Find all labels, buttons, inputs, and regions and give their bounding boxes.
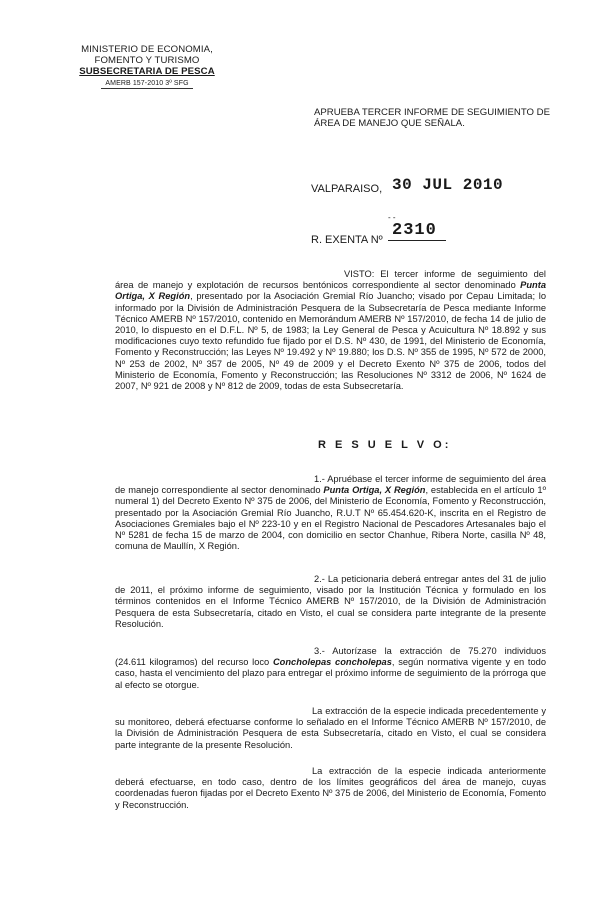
- visto-text-1: VISTO: El tercer informe de seguimiento del área de manejo y explotación de recursos bentónicos correspondiente al sector denominado: [115, 269, 546, 291]
- visto-site: Punta Ortiga, X Región: [115, 280, 546, 302]
- visto-text-2: , presentado por la Asociación Gremial Río Juancho; visado por Cepau Limitada; lo informado por la División de Administración Pesquera de la Subsecretaría de Pesca mediante Informe Técnico AMERB Nº 157/2010, contenido en Memorándum AMERB Nº 157/2010, de fecha 14 de julio de 2010, lo dispuesto en el D.F.L. Nº 5, de 1983; la Ley General de Pesca y Acuicultura Nº 18.892 y sus modificaciones cuyo texto refundido fue fijado por el D.S. Nº 430, de 1991, del Ministerio de Economía, Fomento y Reconstrucción; las Leyes Nº 19.492 y Nº 19.880; los D.S. Nº 355 de 1995, Nº 572 de 2000, Nº 253 de 2002, Nº 357 de 2005, Nº 49 de 2009 y el Decreto Exento Nº 375 de 2006, todos del Ministerio de Economía, Fomento y Reconstrucción; las Resoluciones Nº 3312 de 2006, Nº 1624 de 2007, Nº 921 de 2008 y Nº 812 de 2009, todas de esta Subsecretaría.: [115, 291, 546, 392]
- reference-stamp: AMERB 157-2010 3º SFG: [101, 80, 192, 89]
- item-3-species: Concholepas concholepas: [272, 657, 392, 668]
- item-1-paragraph: [115, 474, 546, 552]
- undersecretariat-line: SUBSECRETARIA DE PESCA: [79, 66, 215, 77]
- item-3-text-1: 3.- Autorízase la extracción de 75.270 individuos (24.611 kilogramos) del recurso loco: [115, 646, 546, 668]
- resolution-number-underline: [388, 240, 446, 241]
- resolution-number: 2310: [392, 221, 437, 240]
- item-3-paragraph: [115, 646, 546, 691]
- item-1-text-2: , establecida en el artículo 1º numeral 1) del Decreto Exento Nº 375 de 2006, del Ministerio de Economía, Fomento y Reconstrucción, presentado por la Asociación Gremial Río Juancho, R.U.T Nº 65.454.620-K, inscrita en el Registro de Asociaciones Gremiales bajo el Nº 223-10 y en el Registro Nacional de Pescadores Artesanales bajo el Nº 5281 de fecha 15 de marzo de 2004, con domicilio en sector Chanhue, Ribera Norte, casilla Nº 48, comuna de Maullín, X Región.: [115, 485, 547, 552]
- item-1-text-1: 1.- Apruébase el tercer informe de seguimiento del área de manejo correspondiente al sector denominado: [115, 474, 546, 496]
- resolution-label: R. EXENTA Nº: [311, 234, 383, 246]
- paragraph-5: La extracción de la especie indicada anteriormente deberá efectuarse, en todo caso, dentro de los límites geográficos del área de manejo, cuyas coordenadas fueron fijadas por el Decreto Exento Nº 375 de 2006, del Ministerio de Economía, Fomento y Reconstrucción.: [115, 766, 546, 810]
- ministry-line-1: MINISTERIO DE ECONOMIA,: [81, 44, 213, 55]
- resuelvo-heading: R E S U E L V O:: [318, 439, 452, 451]
- document-subject: APRUEBA TERCER INFORME DE SEGUIMIENTO DE ÁREA DE MANEJO QUE SEÑALA.: [314, 107, 550, 130]
- ministry-header: [62, 44, 232, 89]
- paragraph-4: La extracción de la especie indicada precedentemente y su monitoreo, deberá efectuarse conforme lo señalado en el Informe Técnico AMERB Nº 157/2010, de la División de Administración Pesquera de esta Subsecretaría, citado en Visto, el cual se considera parte integrante de la presente Resolución.: [115, 706, 546, 750]
- item-3-text-2: , según normativa vigente y en todo caso, hasta el vencimiento del plazo para entregar el próximo informe de seguimiento de la prórroga que al efecto se otorgue.: [115, 657, 547, 690]
- place-label: VALPARAISO,: [311, 183, 383, 195]
- stamp-marks: - -: [388, 213, 396, 222]
- date-stamp: 30 JUL 2010: [392, 176, 504, 194]
- item-1-site: Punta Ortiga, X Región: [323, 485, 426, 496]
- visto-paragraph: [115, 269, 546, 392]
- item-2-paragraph: 2.- La peticionaria deberá entregar antes del 31 de julio de 2011, el próximo informe de seguimiento, visado por la Institución Técnica y formulado en los términos contenidos en el Informe Técnico AMERB Nº 157/2010, de la División de Administración Pesquera de esta Subsecretaría, citado en Visto, el cual se considera parte integrante de la presente Resolución.: [115, 574, 546, 629]
- ministry-line-2: FOMENTO Y TURISMO: [94, 55, 200, 66]
